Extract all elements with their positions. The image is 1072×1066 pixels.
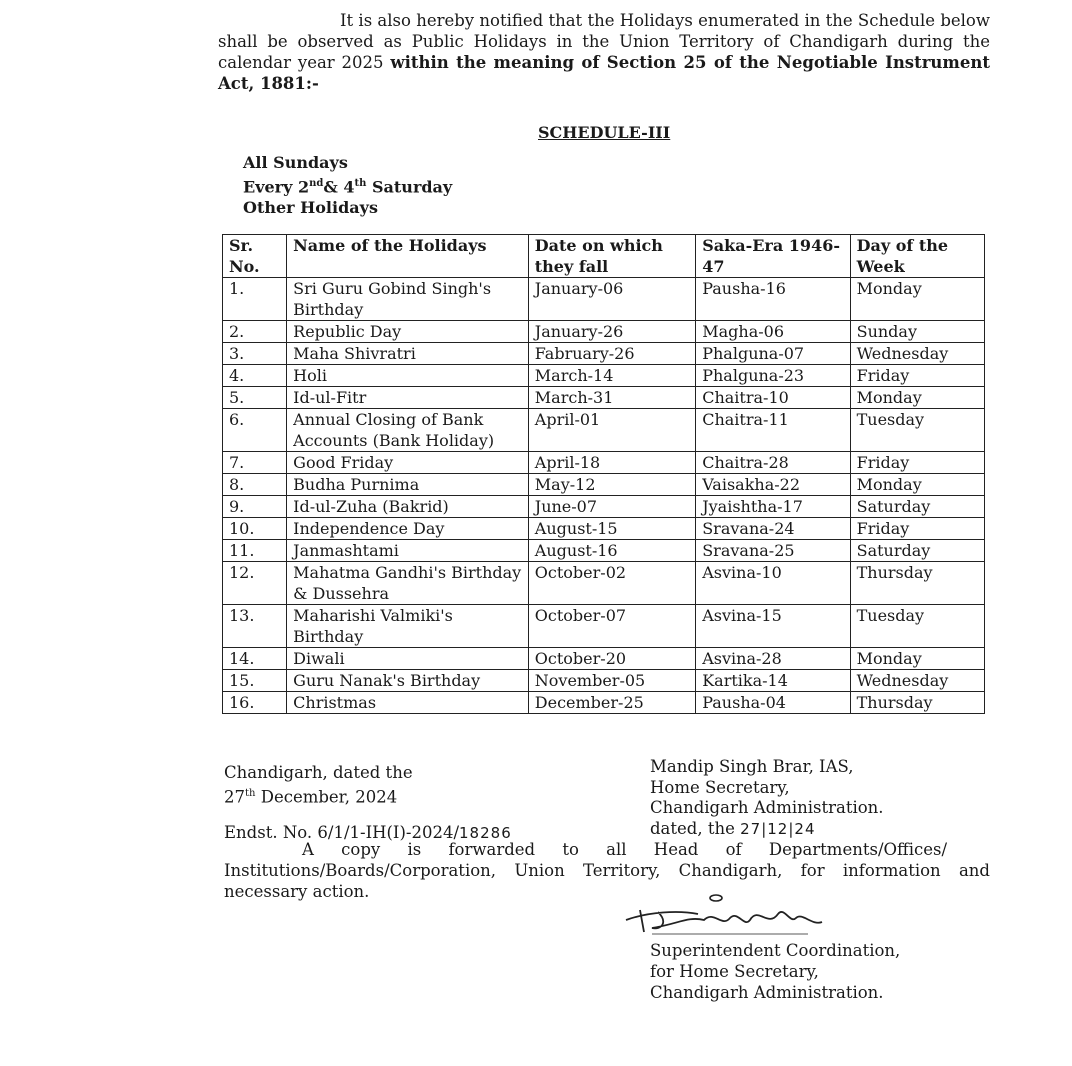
cell-date: April-01: [528, 409, 695, 452]
cell-saka-era: Chaitra-10: [696, 387, 850, 409]
signatory-org: Chandigarh Administration.: [650, 798, 884, 817]
cell-date: March-31: [528, 387, 695, 409]
signatory-block: [650, 757, 884, 839]
cell-saka-era: Asvina-28: [696, 648, 850, 670]
cell-day: Monday: [850, 474, 984, 496]
cell-date: Fabruary-26: [528, 343, 695, 365]
cell-sr-no: 1.: [223, 278, 287, 321]
cell-date: January-06: [528, 278, 695, 321]
header-name: Name of the Holidays: [287, 235, 529, 278]
cell-sr-no: 12.: [223, 562, 287, 605]
cell-sr-no: 9.: [223, 496, 287, 518]
table-row: [223, 540, 985, 562]
cell-date: August-16: [528, 540, 695, 562]
endorsement-number: Endst. No. 6/1/1-IH(I)-2024/18286: [224, 823, 512, 842]
table-row: [223, 670, 985, 692]
cell-holiday-name: Maha Shivratri: [287, 343, 529, 365]
cell-saka-era: Phalguna-23: [696, 365, 850, 387]
cell-sr-no: 15.: [223, 670, 287, 692]
cell-holiday-name: Maharishi Valmiki's Birthday: [287, 605, 529, 648]
cell-holiday-name: Mahatma Gandhi's Birthday & Dussehra: [287, 562, 529, 605]
cell-holiday-name: Sri Guru Gobind Singh's Birthday: [287, 278, 529, 321]
header-saka-era: Saka-Era 1946-47: [696, 235, 850, 278]
cell-day: Saturday: [850, 496, 984, 518]
cell-holiday-name: Janmashtami: [287, 540, 529, 562]
holiday-table: [222, 234, 985, 714]
signatory-name: Mandip Singh Brar, IAS,: [650, 757, 854, 776]
cell-day: Sunday: [850, 321, 984, 343]
table-row: [223, 692, 985, 714]
table-row: [223, 605, 985, 648]
cell-holiday-name: Holi: [287, 365, 529, 387]
intro-paragraph: [218, 10, 990, 94]
cell-saka-era: Kartika-14: [696, 670, 850, 692]
cell-sr-no: 8.: [223, 474, 287, 496]
cell-sr-no: 5.: [223, 387, 287, 409]
category-saturdays: Every 2nd& 4th Saturday: [243, 177, 453, 197]
cell-day: Friday: [850, 518, 984, 540]
cell-saka-era: Sravana-25: [696, 540, 850, 562]
signatory-dated: dated, the 27|12|24: [650, 818, 816, 838]
cell-saka-era: Sravana-24: [696, 518, 850, 540]
header-day: Day of the Week: [850, 235, 984, 278]
cell-holiday-name: Annual Closing of Bank Accounts (Bank Holiday): [287, 409, 529, 452]
category-other: Other Holidays: [243, 198, 378, 218]
cell-sr-no: 13.: [223, 605, 287, 648]
cell-saka-era: Chaitra-28: [696, 452, 850, 474]
cell-date: October-20: [528, 648, 695, 670]
cell-holiday-name: Republic Day: [287, 321, 529, 343]
cell-day: Monday: [850, 648, 984, 670]
cell-day: Tuesday: [850, 605, 984, 648]
table-row: [223, 321, 985, 343]
cell-sr-no: 14.: [223, 648, 287, 670]
cell-saka-era: Pausha-16: [696, 278, 850, 321]
cell-saka-era: Jyaishtha-17: [696, 496, 850, 518]
intro-text: It is also hereby notified that the Holidays enumerated in the Schedule below shall be observed as Public Holidays in the Union Territory of Chandigarh during the calendar year 2025: [218, 11, 990, 72]
intro-text-bold: within the meaning of Section 25 of the Negotiable Instrument Act, 1881:-: [218, 53, 990, 93]
cell-saka-era: Phalguna-07: [696, 343, 850, 365]
handwritten-number: 18286: [459, 824, 512, 842]
cell-sr-no: 4.: [223, 365, 287, 387]
issue-date: 27th December, 2024: [224, 787, 398, 807]
place-line: Chandigarh, dated the: [224, 763, 413, 782]
cell-holiday-name: Diwali: [287, 648, 529, 670]
cell-date: October-07: [528, 605, 695, 648]
table-row: [223, 496, 985, 518]
signatory-title: Home Secretary,: [650, 777, 790, 797]
cell-date: June-07: [528, 496, 695, 518]
table-row: [223, 452, 985, 474]
signatory2-for: for Home Secretary,: [650, 962, 819, 981]
signatory2-org: Chandigarh Administration.: [650, 983, 884, 1002]
cell-date: October-02: [528, 562, 695, 605]
holiday-categories: [243, 152, 452, 218]
cell-date: March-14: [528, 365, 695, 387]
cell-holiday-name: Good Friday: [287, 452, 529, 474]
cell-day: Wednesday: [850, 670, 984, 692]
table-row: [223, 278, 985, 321]
table-row: [223, 648, 985, 670]
cell-day: Saturday: [850, 540, 984, 562]
cell-holiday-name: Id-ul-Zuha (Bakrid): [287, 496, 529, 518]
handwritten-date: 27|12|24: [740, 819, 816, 838]
table-row: [223, 343, 985, 365]
cell-holiday-name: Independence Day: [287, 518, 529, 540]
cell-holiday-name: Budha Purnima: [287, 474, 529, 496]
cell-day: Tuesday: [850, 409, 984, 452]
table-row: [223, 518, 985, 540]
cell-sr-no: 2.: [223, 321, 287, 343]
cell-date: December-25: [528, 692, 695, 714]
cell-day: Thursday: [850, 692, 984, 714]
cell-sr-no: 3.: [223, 343, 287, 365]
table-row: [223, 365, 985, 387]
table-row: [223, 409, 985, 452]
cell-sr-no: 10.: [223, 518, 287, 540]
copy-forward-paragraph: [224, 839, 990, 902]
cell-day: Wednesday: [850, 343, 984, 365]
cell-holiday-name: Christmas: [287, 692, 529, 714]
cell-holiday-name: Id-ul-Fitr: [287, 387, 529, 409]
cell-saka-era: Vaisakha-22: [696, 474, 850, 496]
schedule-title: SCHEDULE-III: [538, 123, 671, 142]
cell-day: Monday: [850, 387, 984, 409]
cell-saka-era: Asvina-10: [696, 562, 850, 605]
cell-saka-era: Pausha-04: [696, 692, 850, 714]
header-date: Date on which they fall: [528, 235, 695, 278]
cell-day: Friday: [850, 365, 984, 387]
cell-date: November-05: [528, 670, 695, 692]
cell-date: January-26: [528, 321, 695, 343]
cell-sr-no: 7.: [223, 452, 287, 474]
cell-date: May-12: [528, 474, 695, 496]
copy-line1: A copy is forwarded to all Head of Departments/Offices/: [302, 840, 948, 859]
cell-sr-no: 16.: [223, 692, 287, 714]
cell-day: Thursday: [850, 562, 984, 605]
cell-date: April-18: [528, 452, 695, 474]
cell-date: August-15: [528, 518, 695, 540]
signatory2-title: Superintendent Coordination,: [650, 941, 901, 960]
cell-saka-era: Magha-06: [696, 321, 850, 343]
table-row: [223, 562, 985, 605]
second-signatory-block: [650, 940, 900, 1003]
category-sundays: All Sundays: [243, 153, 348, 172]
cell-day: Friday: [850, 452, 984, 474]
table-header-row: [223, 235, 985, 278]
table-row: [223, 474, 985, 496]
copy-rest: Institutions/Boards/Corporation, Union Territory, Chandigarh, for information and necessary action.: [224, 861, 990, 901]
cell-sr-no: 11.: [223, 540, 287, 562]
table-row: [223, 387, 985, 409]
cell-sr-no: 6.: [223, 409, 287, 452]
header-sr-no: Sr. No.: [223, 235, 287, 278]
cell-saka-era: Chaitra-11: [696, 409, 850, 452]
cell-holiday-name: Guru Nanak's Birthday: [287, 670, 529, 692]
place-date: [224, 762, 413, 808]
cell-day: Monday: [850, 278, 984, 321]
signature: [618, 888, 848, 944]
cell-saka-era: Asvina-15: [696, 605, 850, 648]
